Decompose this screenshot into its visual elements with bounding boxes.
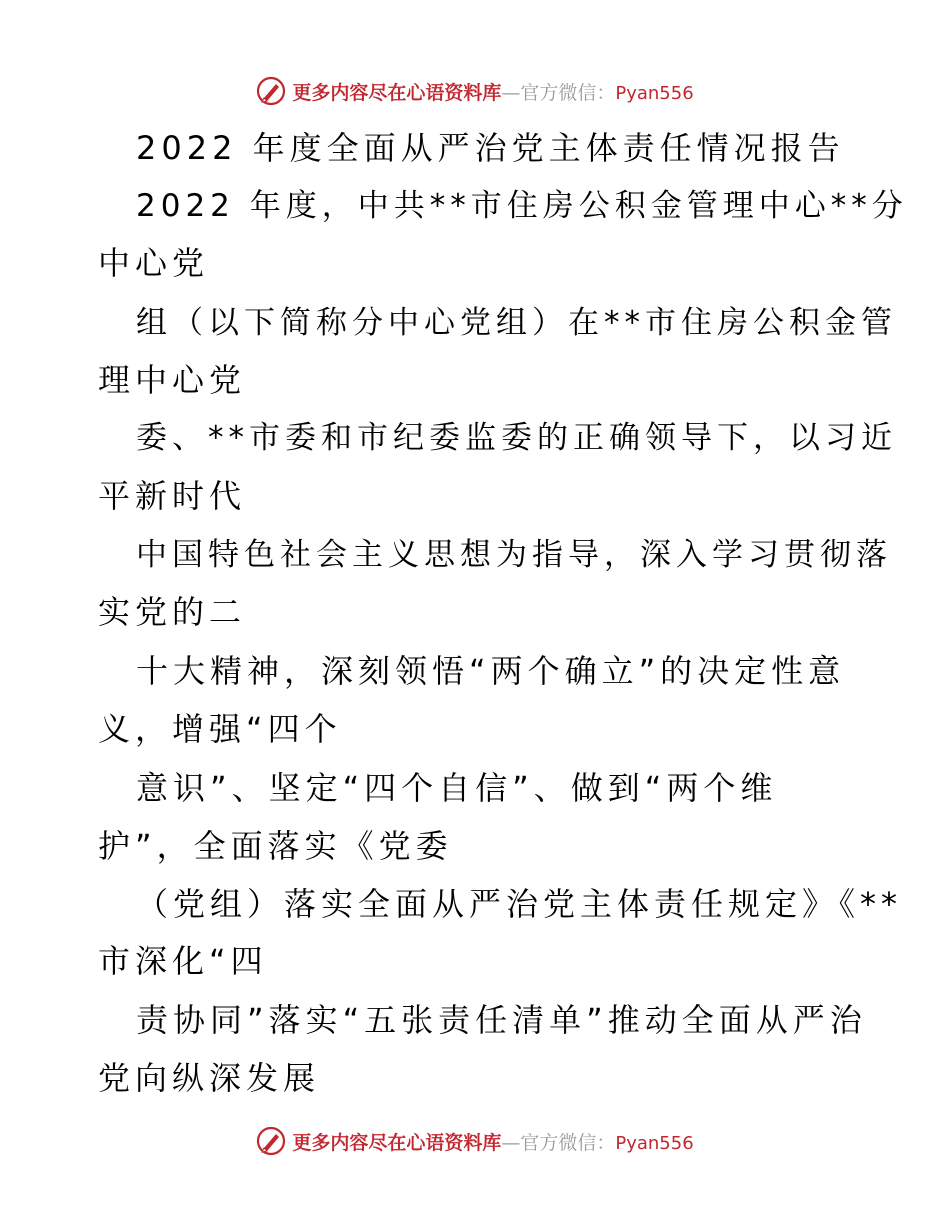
watermark-wechat-label: 官方微信：: [520, 81, 616, 104]
paragraph-line: （党组）落实全面从严治党主体责任规定》《**: [136, 885, 903, 923]
watermark-brand-text: 更多内容尽在心语资料库: [292, 1131, 502, 1154]
paragraph-line: 委、**市委和市纪委监委的正确领导下，以习近: [136, 420, 897, 456]
pen-logo-icon: [256, 1126, 286, 1156]
watermark-dash: —: [501, 1131, 521, 1154]
paragraph-line: 实党的二: [98, 593, 247, 631]
paragraph-line: 护”，全面落实《党委: [98, 827, 453, 865]
document-title: 2022 年度全面从严治党主体责任情况报告: [136, 129, 845, 167]
paragraph-line: 中国特色社会主义思想为指导，深入学习贯彻落: [136, 537, 892, 573]
paragraph-line: 十大精神，深刻领悟“两个确立”的决定性意: [136, 652, 846, 690]
paragraph-line: 意识”、坚定“四个自信”、做到“两个维: [136, 769, 778, 807]
paragraph-line: 平新时代: [98, 477, 247, 515]
watermark-wechat-id: Pyan556: [615, 1132, 694, 1154]
header-watermark: [0, 74, 950, 108]
paragraph-line: 市深化“四: [98, 942, 268, 980]
paragraph-line: 责协同”落实“五张责任清单”推动全面从严治: [136, 1001, 867, 1039]
paragraph-line: 党向纵深发展: [98, 1059, 321, 1097]
watermark-brand-text: 更多内容尽在心语资料库: [292, 81, 502, 104]
watermark-wechat-id: Pyan556: [615, 82, 694, 104]
paragraph-line: 义，增强“四个: [98, 710, 342, 748]
pen-logo-icon: [256, 76, 286, 106]
footer-watermark: [0, 1124, 950, 1158]
watermark-wechat-label: 官方微信：: [520, 1131, 616, 1154]
paragraph-line: 中心党: [98, 244, 210, 282]
paragraph-line: 组（以下简称分中心党组）在**市住房公积金管: [136, 305, 897, 341]
watermark-dash: —: [501, 81, 521, 104]
paragraph-line: 2022 年度，中共**市住房公积金管理中心**分: [136, 188, 908, 224]
paragraph-line: 理中心党: [98, 361, 247, 399]
